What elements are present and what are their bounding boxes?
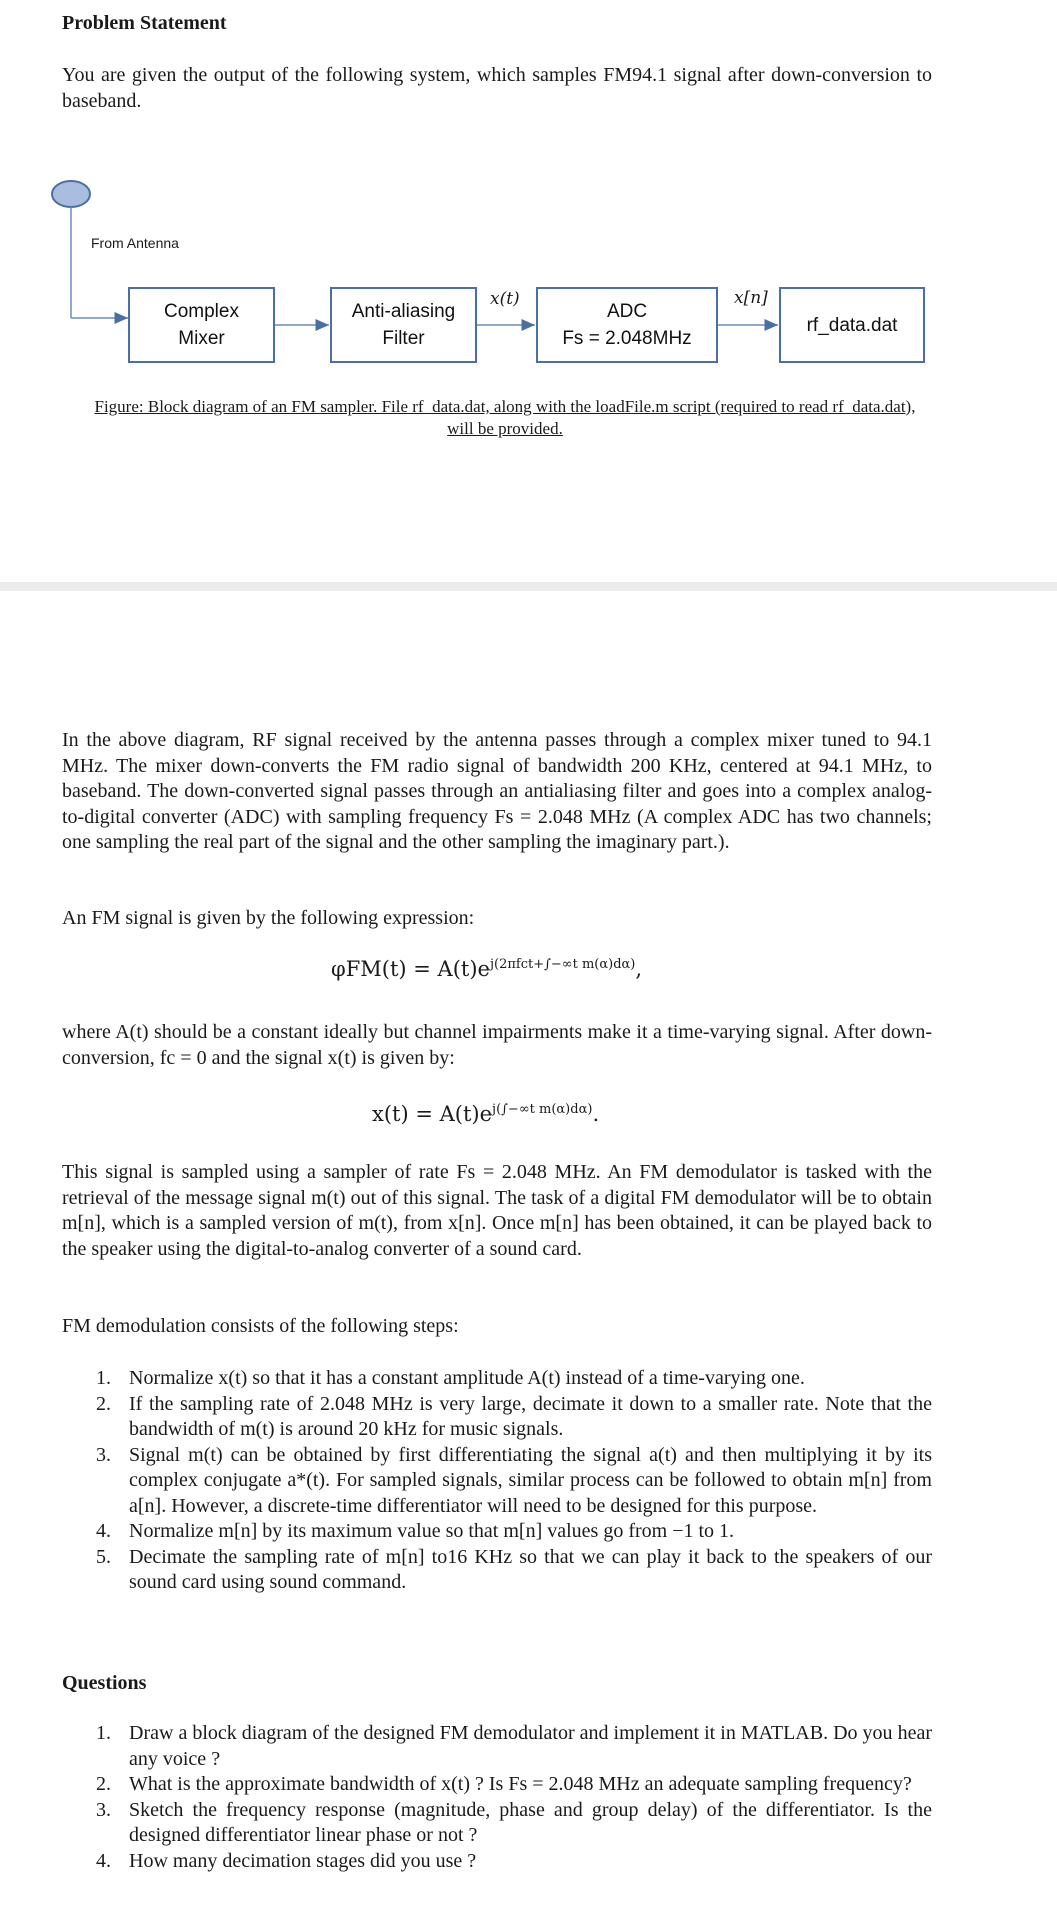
paragraph-steps-intro: FM demodulation consists of the following steps: — [62, 1315, 459, 1337]
paragraph-diagram-description: In the above diagram, RF signal received by the antenna passes through a complex mixer tuned to 94.1 MHz. The mixer down-converts the FM radio signal of bandwidth 200 KHz, centered at 94.1 MHz, to baseband. The down-converted signal passes through an antialiasing filter and goes into a complex analog-to-digital converter (ADC) with sampling frequency Fs = 2.048 MHz (A complex ADC has two channels; one sampling the real part of the signal and the other sampling the imaginary part.). — [62, 729, 932, 853]
output-label: rf_data.dat — [806, 314, 898, 336]
rf-data-output-block — [779, 287, 925, 363]
fm-eq-end: , — [635, 957, 643, 981]
list-item: 3. Signal m(t) can be obtained by first differentiating the signal a(t) and then multiplying it by its complex conjugate a*(t). For sampled signals, similar process can be followed to obtain m[n] from a[n]. However, a discrete-time differentiator will need to be designed for this purpose. — [96, 1443, 932, 1517]
list-item: 4. How many decimation stages did you use ? — [96, 1849, 477, 1872]
baseband-eq-lhs: x(t) = A(t)e — [372, 1102, 493, 1126]
figure-caption: Figure: Block diagram of an FM sampler. File rf_data.dat, along with the loadFile.m script (required to read rf_data.dat), will be provided. — [94, 397, 916, 438]
xn-signal-label: x[n] — [734, 288, 768, 308]
baseband-eq-exponent: j(∫−∞t m(α)dα) — [492, 1102, 593, 1117]
questions-title: Questions — [62, 1672, 147, 1694]
anti-aliasing-filter-block — [330, 287, 477, 363]
list-item: 5. Decimate the sampling rate of m[n] to16 KHz so that we can play it back to the speakers of our sound card using sound command. — [96, 1545, 932, 1593]
fm-eq-exponent: j(2πfct+∫−∞t m(α)dα) — [489, 957, 636, 972]
mixer-label-line1: Complex — [164, 301, 239, 322]
from-antenna-label: From Antenna — [91, 235, 179, 251]
fm-eq-lhs: φFM(t) = A(t)e — [331, 957, 490, 981]
xt-signal-label: x(t) — [490, 289, 520, 309]
antenna-node — [52, 181, 90, 207]
list-item: 2. If the sampling rate of 2.048 MHz is very large, decimate it down to a smaller rate. Note that the bandwidth of m(t) is around 20 kHz for music signals. — [96, 1392, 932, 1440]
fm-signal-equation — [331, 957, 642, 981]
demodulation-steps-list — [62, 1366, 932, 1596]
list-item: 2. What is the approximate bandwidth of x(t) ? Is Fs = 2.048 MHz an adequate sampling frequency? — [96, 1773, 912, 1795]
intro-paragraph: You are given the output of the following system, which samples FM94.1 signal after down-conversion to baseband. — [62, 64, 932, 112]
list-item: 1. Draw a block diagram of the designed FM demodulator and implement it in MATLAB. Do you hear any voice ? — [96, 1722, 932, 1770]
baseband-signal-equation — [372, 1102, 599, 1126]
list-item: 3. Sketch the frequency response (magnitude, phase and group delay) of the differentiator. Is the designed differentiator linear phase or not ? — [96, 1798, 932, 1846]
list-item: 1. Normalize x(t) so that it has a constant amplitude A(t) instead of a time-varying one. — [96, 1367, 805, 1389]
adc-label-line2: Fs = 2.048MHz — [562, 328, 692, 349]
baseband-eq-end: . — [592, 1102, 600, 1126]
complex-mixer-block — [128, 287, 275, 363]
adc-block — [536, 287, 718, 363]
filter-label-line1: Anti-aliasing — [351, 301, 456, 322]
paragraph-sampling-description: This signal is sampled using a sampler of rate Fs = 2.048 MHz. An FM demodulator is tasked with the retrieval of the message signal m(t) out of this signal. The task of a digital FM demodulator will be to obtain m[n], which is a sampled version of m(t), from x[n]. Once m[n] has been obtained, it can be played back to the speaker using the digital-to-analog converter of a sound card. — [62, 1161, 932, 1260]
page-divider — [0, 582, 1057, 591]
filter-label-line2: Filter — [382, 328, 425, 349]
paragraph-fm-expression-intro: An FM signal is given by the following expression: — [62, 907, 475, 929]
list-item: 4. Normalize m[n] by its maximum value so that m[n] values go from −1 to 1. — [96, 1520, 735, 1542]
problem-statement-title: Problem Statement — [62, 12, 227, 34]
paragraph-after-downconversion: where A(t) should be a constant ideally but channel impairments make it a time-varying signal. After down-conversion, fc = 0 and the signal x(t) is given by: — [62, 1021, 932, 1069]
mixer-label-line2: Mixer — [178, 328, 225, 349]
adc-label-line1: ADC — [606, 301, 648, 322]
questions-list — [62, 1721, 932, 1874]
